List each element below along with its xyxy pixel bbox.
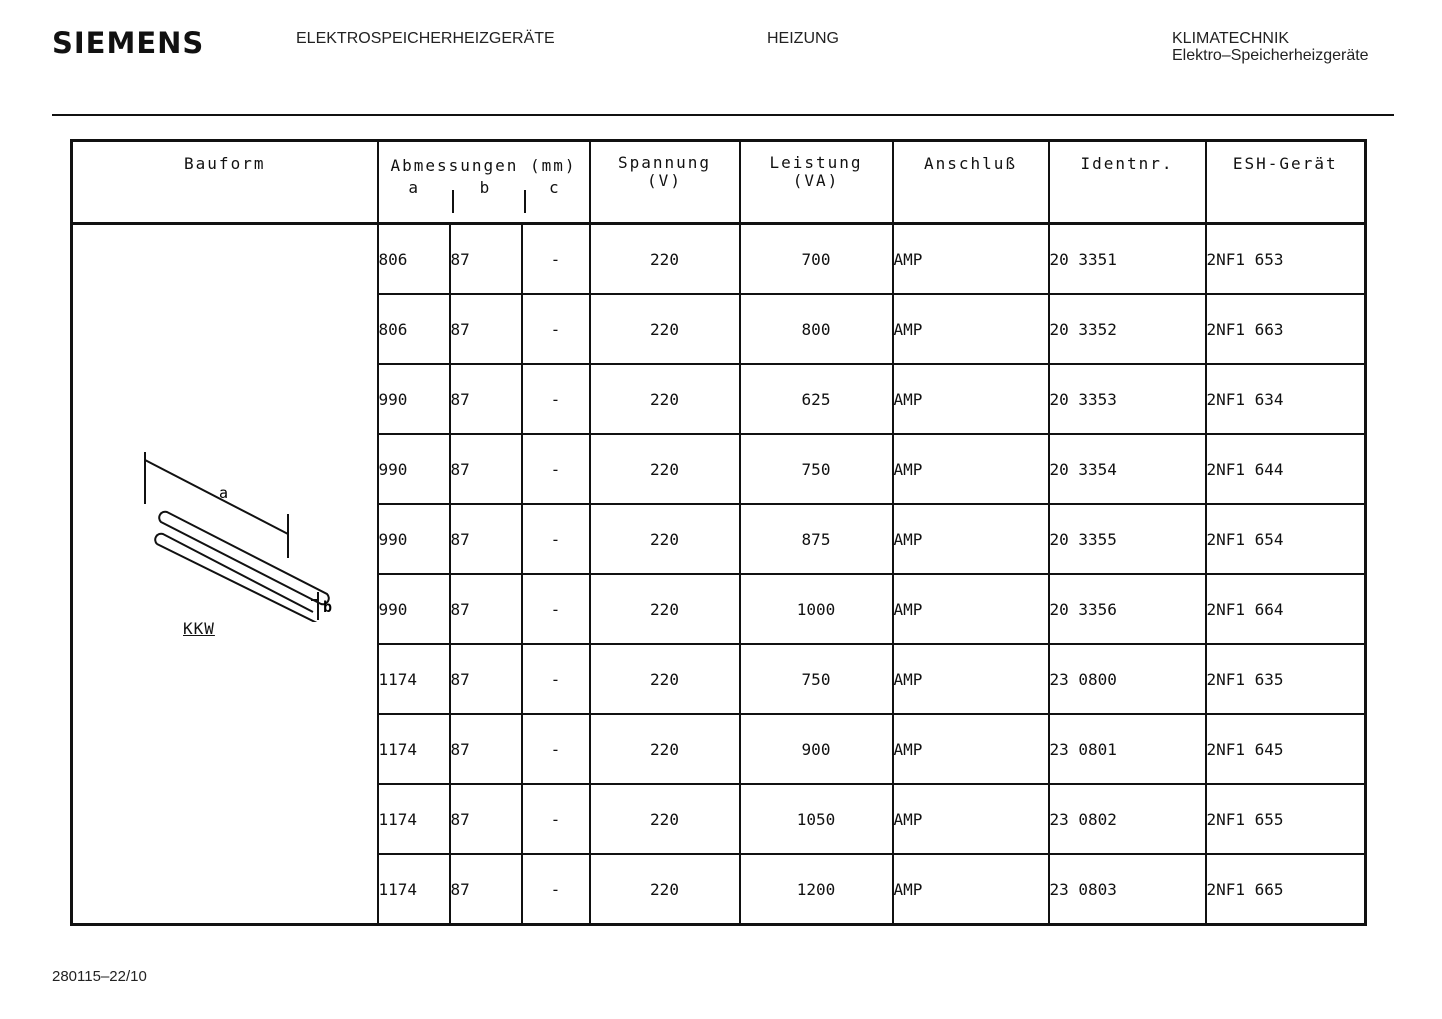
- cell-dim-c: -: [522, 574, 590, 644]
- cell-dim-c: -: [522, 644, 590, 714]
- col-header-connection: Anschluß: [893, 141, 1049, 224]
- col-header-ident: Identnr.: [1049, 141, 1206, 224]
- cell-dim-a: 990: [378, 364, 450, 434]
- header-rule: [52, 114, 1394, 116]
- division-block: [1172, 30, 1369, 64]
- cell-dim-b: 87: [450, 294, 522, 364]
- dim-separator: [452, 190, 454, 213]
- cell-connection: AMP: [893, 504, 1049, 574]
- cell-dim-b: 87: [450, 574, 522, 644]
- cell-connection: AMP: [893, 574, 1049, 644]
- brand-logo: SIEMENS: [52, 26, 205, 60]
- cell-power: 750: [740, 434, 893, 504]
- cell-ident: 20 3355: [1049, 504, 1206, 574]
- table-body: [72, 224, 1366, 925]
- cell-power: 800: [740, 294, 893, 364]
- cell-power: 900: [740, 714, 893, 784]
- col-header-device: ESH-Gerät: [1206, 141, 1366, 224]
- voltage-unit: (V): [647, 171, 682, 190]
- cell-connection: AMP: [893, 434, 1049, 504]
- table-row: [72, 224, 1366, 295]
- dim-b-header: b: [479, 178, 492, 197]
- cell-ident: 23 0800: [1049, 644, 1206, 714]
- cell-device: 2NF1 645: [1206, 714, 1366, 784]
- category-title: ELEKTROSPEICHERHEIZGERÄTE: [296, 30, 555, 47]
- cell-voltage: 220: [590, 714, 740, 784]
- shape-name: KKW: [183, 618, 215, 638]
- cell-dim-a: 806: [378, 224, 450, 295]
- cell-dim-c: -: [522, 854, 590, 925]
- cell-power: 875: [740, 504, 893, 574]
- cell-connection: AMP: [893, 714, 1049, 784]
- bauform-cell: [72, 224, 378, 925]
- cell-power: 1000: [740, 574, 893, 644]
- heating-element-drawing: [133, 452, 373, 622]
- cell-power: 700: [740, 224, 893, 295]
- cell-power: 625: [740, 364, 893, 434]
- cell-dim-b: 87: [450, 784, 522, 854]
- cell-ident: 23 0803: [1049, 854, 1206, 925]
- table-header-row: [72, 141, 1366, 224]
- cell-dim-c: -: [522, 784, 590, 854]
- col-header-dimensions: [378, 141, 590, 224]
- dim-c-header: c: [549, 178, 561, 197]
- cell-dim-b: 87: [450, 504, 522, 574]
- cell-dim-a: 990: [378, 434, 450, 504]
- cell-device: 2NF1 665: [1206, 854, 1366, 925]
- cell-ident: 20 3352: [1049, 294, 1206, 364]
- cell-dim-b: 87: [450, 434, 522, 504]
- cell-device: 2NF1 654: [1206, 504, 1366, 574]
- dim-a-label: a: [219, 483, 229, 502]
- cell-device: 2NF1 664: [1206, 574, 1366, 644]
- cell-dim-a: 990: [378, 574, 450, 644]
- cell-dim-a: 806: [378, 294, 450, 364]
- cell-dim-a: 1174: [378, 644, 450, 714]
- power-label: Leistung: [769, 153, 863, 172]
- cell-connection: AMP: [893, 644, 1049, 714]
- cell-voltage: 220: [590, 504, 740, 574]
- cell-ident: 23 0802: [1049, 784, 1206, 854]
- cell-voltage: 220: [590, 294, 740, 364]
- cell-device: 2NF1 635: [1206, 644, 1366, 714]
- cell-dim-c: -: [522, 504, 590, 574]
- cell-dim-c: -: [522, 434, 590, 504]
- cell-dim-c: -: [522, 714, 590, 784]
- cell-connection: AMP: [893, 364, 1049, 434]
- cell-ident: 20 3351: [1049, 224, 1206, 295]
- cell-dim-c: -: [522, 224, 590, 295]
- power-unit: (VA): [792, 171, 840, 190]
- cell-dim-b: 87: [450, 644, 522, 714]
- cell-dim-a: 990: [378, 504, 450, 574]
- voltage-label: Spannung: [617, 153, 712, 172]
- document-number: 280115–22/10: [52, 968, 147, 985]
- cell-voltage: 220: [590, 574, 740, 644]
- division-line-2: Elektro–Speicherheizgeräte: [1172, 47, 1369, 64]
- col-header-voltage: [590, 141, 740, 224]
- cell-dim-b: 87: [450, 854, 522, 925]
- cell-connection: AMP: [893, 294, 1049, 364]
- cell-device: 2NF1 653: [1206, 224, 1366, 295]
- cell-voltage: 220: [590, 854, 740, 925]
- cell-power: 750: [740, 644, 893, 714]
- dim-a-header: a: [408, 178, 420, 197]
- cell-ident: 20 3356: [1049, 574, 1206, 644]
- cell-connection: AMP: [893, 784, 1049, 854]
- cell-voltage: 220: [590, 434, 740, 504]
- section-title: HEIZUNG: [767, 30, 839, 47]
- dim-b-label: b: [323, 597, 333, 616]
- cell-device: 2NF1 634: [1206, 364, 1366, 434]
- dimensions-title: Abmessungen (mm): [390, 156, 577, 175]
- cell-device: 2NF1 663: [1206, 294, 1366, 364]
- cell-voltage: 220: [590, 224, 740, 295]
- cell-dim-c: -: [522, 364, 590, 434]
- cell-power: 1050: [740, 784, 893, 854]
- cell-device: 2NF1 644: [1206, 434, 1366, 504]
- cell-voltage: 220: [590, 644, 740, 714]
- cell-dim-a: 1174: [378, 854, 450, 925]
- col-header-power: [740, 141, 893, 224]
- cell-power: 1200: [740, 854, 893, 925]
- dim-separator: [524, 190, 526, 213]
- cell-ident: 23 0801: [1049, 714, 1206, 784]
- cell-ident: 20 3354: [1049, 434, 1206, 504]
- cell-ident: 20 3353: [1049, 364, 1206, 434]
- cell-dim-a: 1174: [378, 714, 450, 784]
- parts-table: [70, 139, 1367, 926]
- division-line-1: KLIMATECHNIK: [1172, 30, 1290, 47]
- cell-connection: AMP: [893, 224, 1049, 295]
- cell-dim-b: 87: [450, 224, 522, 295]
- cell-dim-c: -: [522, 294, 590, 364]
- cell-voltage: 220: [590, 364, 740, 434]
- cell-dim-a: 1174: [378, 784, 450, 854]
- cell-device: 2NF1 655: [1206, 784, 1366, 854]
- cell-dim-b: 87: [450, 714, 522, 784]
- cell-voltage: 220: [590, 784, 740, 854]
- cell-connection: AMP: [893, 854, 1049, 925]
- cell-dim-b: 87: [450, 364, 522, 434]
- col-header-bauform: Bauform: [72, 141, 378, 224]
